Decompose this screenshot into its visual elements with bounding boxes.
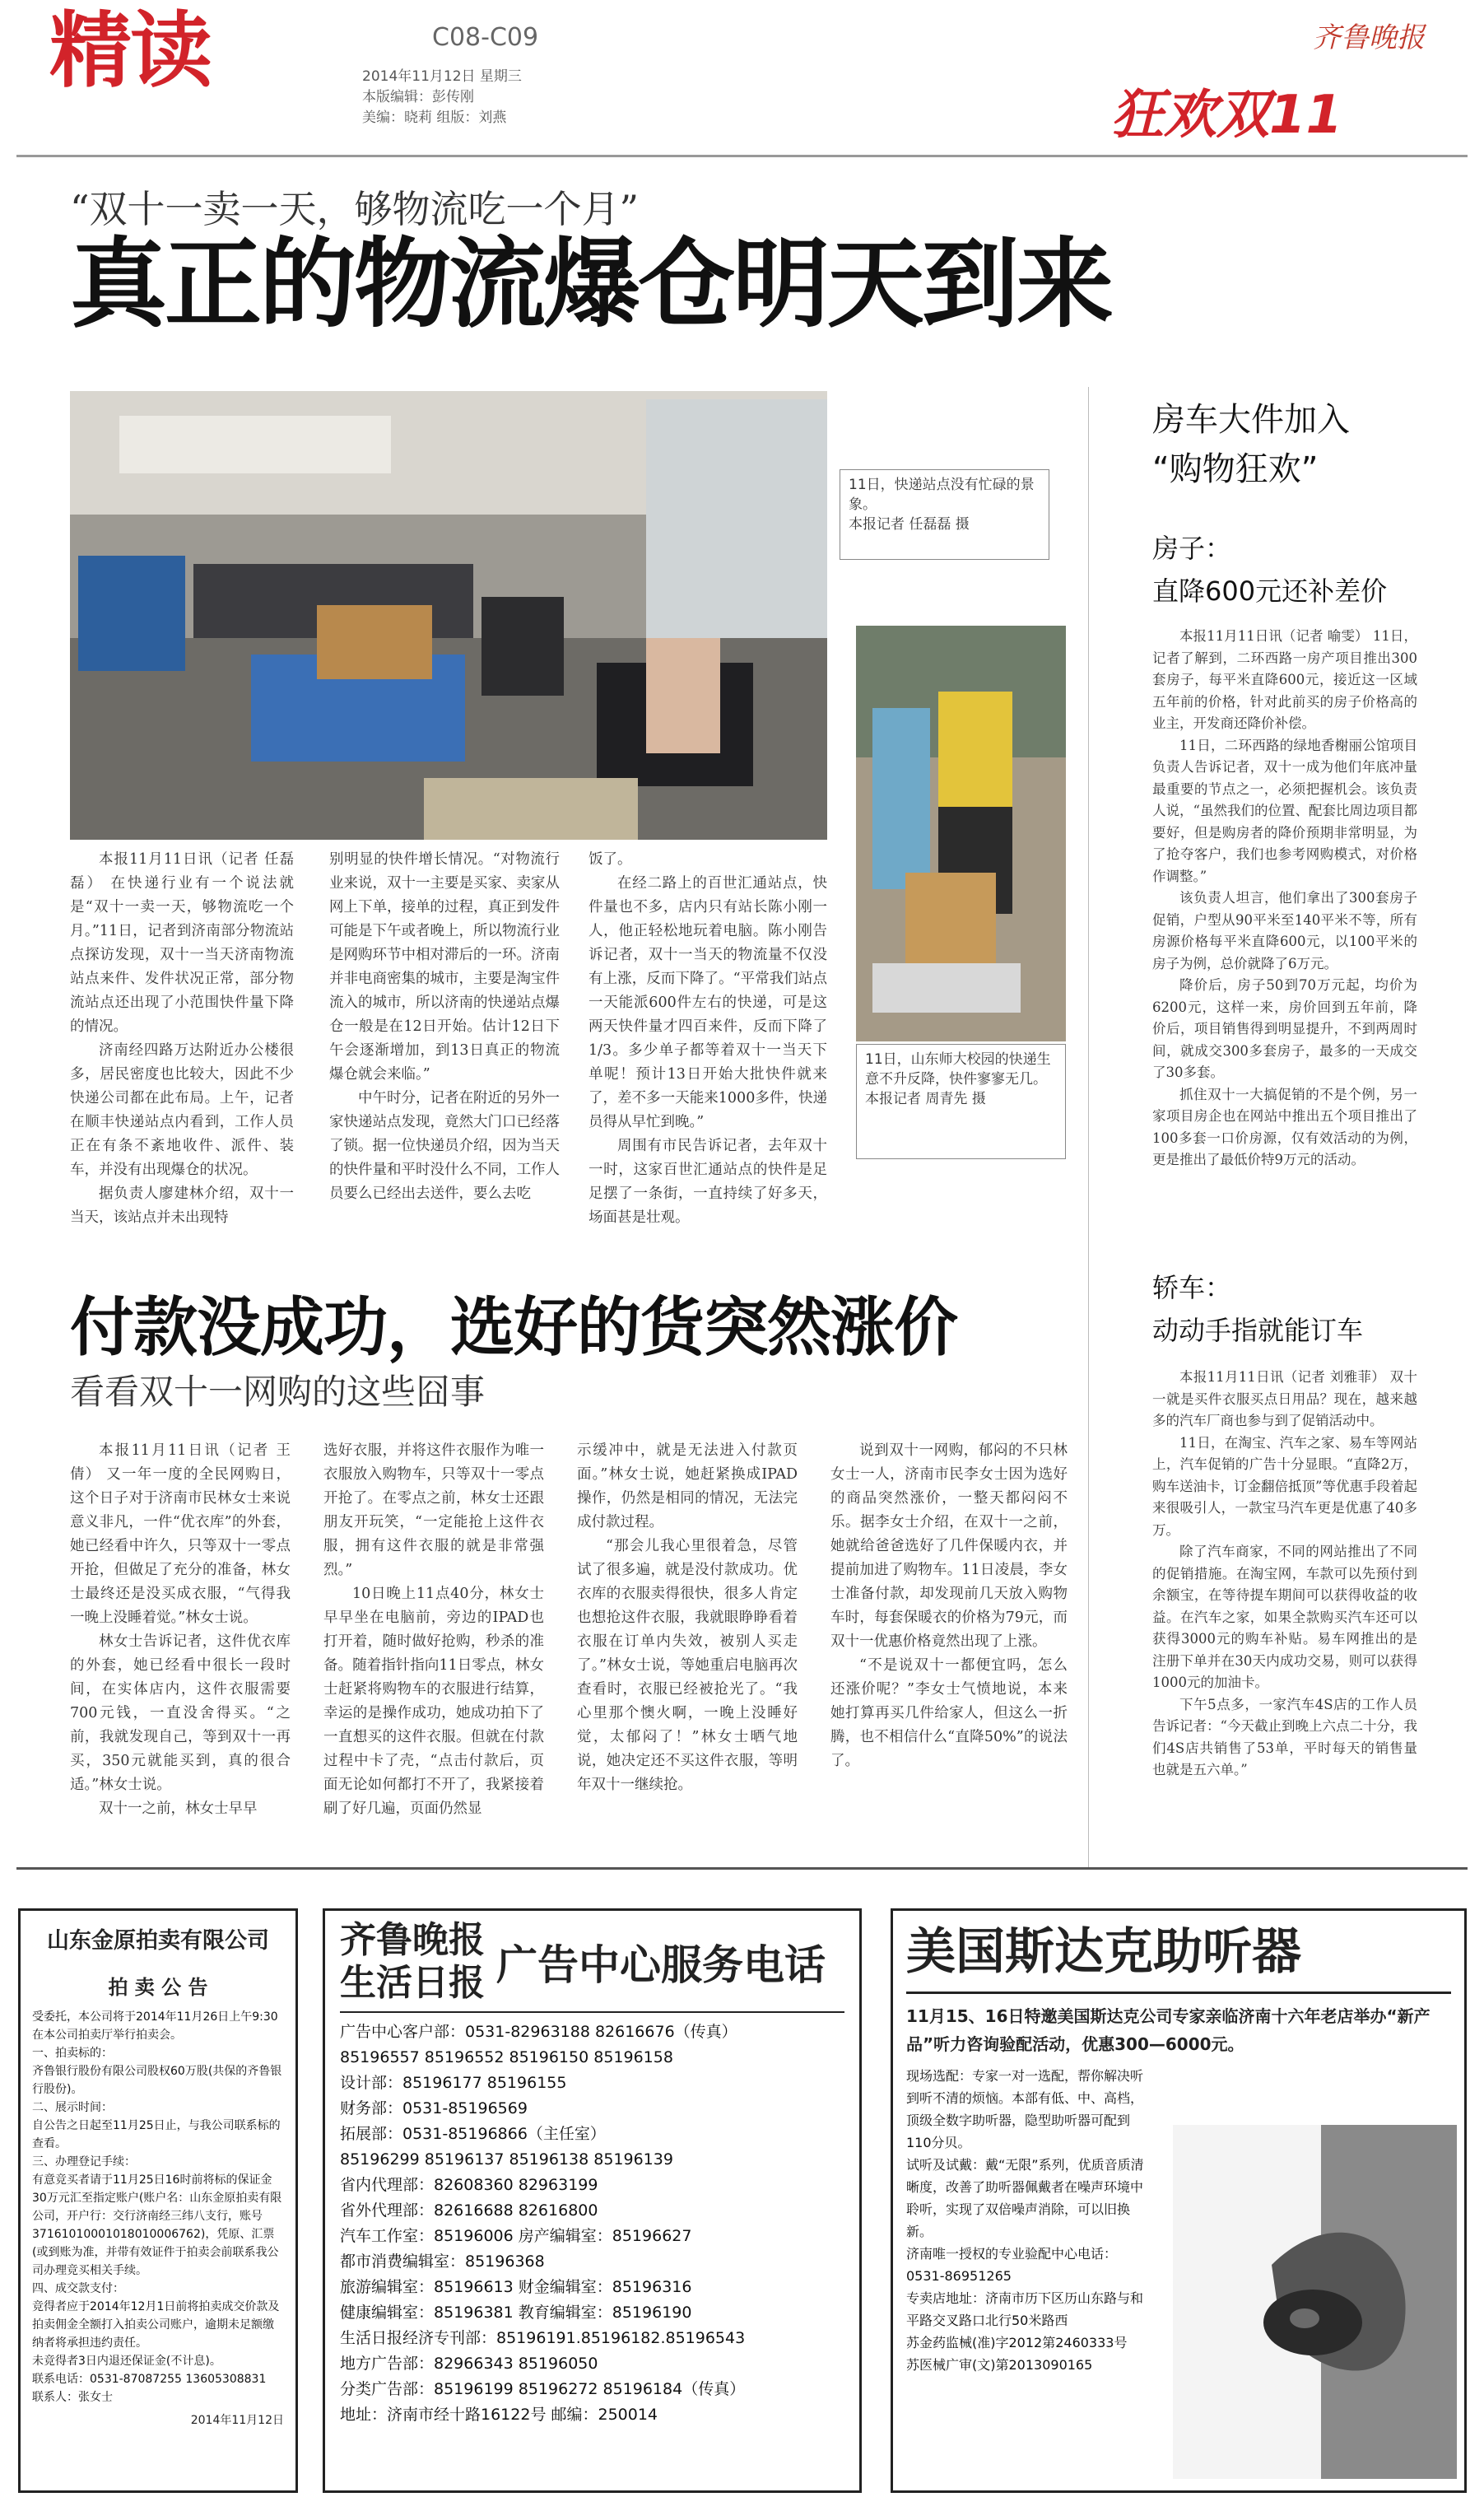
- hearing-line: 苏金药监械(准)字2012第2460333号: [906, 2335, 1128, 2350]
- auction-line: 齐鲁银行股份有限公司股权60万股(共保的齐鲁银行股份)。: [32, 2065, 282, 2096]
- newspaper-logo: 齐鲁晚报: [1313, 21, 1425, 54]
- phone-line: 汽车工作室：85196006 房产编辑室：85196627: [340, 2227, 692, 2245]
- auction-line: 受委托，本公司将于2014年11月26日上午9:30在本公司拍卖厅举行拍卖会。: [32, 2010, 278, 2042]
- auction-subtitle: 拍 卖 公 告: [108, 1976, 208, 1999]
- sidebar-para: 下午5点多，一家汽车4S店的工作人员告诉记者：“今天截止到晚上六点二十分，我们4S店共销售了53单，平时每天的销售量也就是五六单。”: [1152, 1696, 1417, 1777]
- story1-para: 周围有市民告诉记者，去年双十一时，这家百世汇通站点的快件是足足摆了一条街，一直持续了好多天，场面甚是壮观。: [588, 1138, 827, 1226]
- auction-line: 联系人：张女士: [32, 2391, 113, 2404]
- phone-line: 分类广告部：85196199 85196272 85196184（传真）: [340, 2380, 746, 2398]
- phone-line: 广告中心客户部：0531-82963188 82616676（传真）: [340, 2023, 737, 2041]
- ad-center-title: 广告中心服务电话: [496, 1941, 826, 1989]
- story1-para: 本报11月11日讯（记者 任磊磊） 在快递行业有一个说法就是“双十一卖一天，够物流吃一个月。”11日，记者到济南部分物流站点探访发现，双十一当天济南物流站点来件、发件状况正常，部分物流站点还出现了小范围快件量下降的情况。: [70, 851, 294, 1035]
- hearing-lead: 11月15、16日特邀美国斯达克公司专家亲临济南十六年老店举办“新产品”听力咨询验配活动，优惠300—6000元。: [906, 2006, 1431, 2054]
- sidebar-subhead-car: 轿车： 动动手指就能订车: [1152, 1272, 1364, 1346]
- auction-line: 竞得者应于2014年12月1日前将拍卖成交价款及拍卖佣金全额打入拍卖公司账户，逾期未足额缴纳者将承担违约责任。: [32, 2300, 280, 2350]
- ad-center-list: [340, 2020, 844, 2428]
- ad-center-box: [323, 1908, 862, 2493]
- auction-line: 自公告之日起至11月25日止，与我公司联系标的查看。: [32, 2119, 281, 2150]
- page-numbers: C08-C09: [432, 23, 539, 52]
- story1-para: 在经二路上的百世汇通站点，快件量也不多，店内只有站长陈小刚一人，他正轻松地玩着电脑。陈小刚告诉记者，双十一当天的物流量不仅没有上涨，反而下降了。“平常我们站点一天能派600件左右的快递，可是这两天快件量才四百来件，反而下降了1/3。多少单子都等着双十一当天下单呢！预计13日开始大批快件就来了，差不多一天能来1000多件，快递员得从早忙到晚。”: [588, 875, 827, 1130]
- phone-line: 85196299 85196137 85196138 85196139: [340, 2150, 673, 2169]
- story1-para: 济南经四路万达附近办公楼很多，居民密度也比较大，因此不少快递公司都在此布局。上午，记者在顺丰快递站点内看到，工作人员正在有条不紊地收件、派件、装车，并没有出现爆仓的状况。: [70, 1042, 294, 1178]
- story1-para: 饭了。: [588, 851, 632, 868]
- issue-date: 2014年11月12日 星期三: [362, 68, 522, 85]
- story2-para: 本报11月11日讯（记者 王倩） 又一年一度的全民网购日，这个日子对于济南市民林女士来说意义非凡，一件“优衣库”的外套，她已经看中许久，只等双十一零点开抢，但做足了充分的准备，林女士最终还是没买成衣服，“气得我一晚上没睡着觉。”林女士说。: [70, 1442, 291, 1626]
- hearing-body: [906, 2065, 1153, 2376]
- hearing-line: 苏医械广审(文)第2013090165: [906, 2357, 1093, 2373]
- phone-line: 85196557 85196552 85196150 85196158: [340, 2048, 673, 2066]
- phone-line: 都市消费编辑室：85196368: [340, 2252, 545, 2271]
- phone-line: 生活日报经济专刊部：85196191.85196182.85196543: [340, 2329, 746, 2347]
- story2-subhead: 看看双十一网购的这些囧事: [70, 1372, 486, 1412]
- hearing-line: 试听及试戴：戴“无限”系列，优质音质清晰度，改善了助听器佩戴者在噪声环境中聆听，实现了双倍噪声消除，可以旧换新。: [906, 2157, 1144, 2239]
- sidebar-para: 11日，二环西路的绿地香榭丽公馆项目负责人告诉记者，双十一成为他们年底冲量最重要的节点之一，必须把握机会。该负责人说，“虽然我们的位置、配套比周边项目都要好，但是购房者的降价预期非常明显，为了抢夺客户，我们也参考网购模式，对价格作调整。”: [1152, 737, 1417, 884]
- ad-center-paper1: 齐鲁晚报: [340, 1919, 485, 1961]
- masthead-rule: [16, 155, 1468, 157]
- phone-line: 地方广告部：82966343 85196050: [340, 2355, 598, 2373]
- photo2-caption: 11日，山东师大校园的快递生意不升反降，快件寥寥无几。 本报记者 周青先 摄: [856, 1044, 1066, 1159]
- ads-divider: [16, 1867, 1468, 1870]
- sidebar-para: 本报11月11日讯（记者 喻雯） 11日，记者了解到，二环西路一房产项目推出300套房子，每平米直降600元，接近这一区域五年前的价格，针对此前买的房子价格高的业主，开发商还降价补偿。: [1152, 628, 1417, 731]
- auction-line: 四、成交款支付：: [32, 2282, 124, 2295]
- auction-line: 一、拍卖标的：: [32, 2047, 113, 2060]
- story2-col4: [830, 1439, 1068, 1773]
- phone-line: 省内代理部：82608360 82963199: [340, 2176, 598, 2194]
- sidebar-para: 该负责人坦言，他们拿出了300套房子促销，户型从90平米至140平米不等，所有房源价格每平米直降600元，以100平米的房子为例，总价就降了6万元。: [1152, 890, 1417, 971]
- auction-line: 三、办理登记手续：: [32, 2155, 136, 2169]
- story1-kicker: “双十一卖一天，够物流吃一个月”: [70, 187, 640, 231]
- sidebar-para: 降价后，房子50到70万元起，均价为6200元，这样一来，房价回到五年前，降价后，项目销售得到明显提升，不到两周时间，就成交300多套房子，最多的一天成交了30多套。: [1152, 977, 1417, 1080]
- hearing-aid-ad: [891, 1908, 1467, 2493]
- phone-line: 财务部：0531-85196569: [340, 2099, 528, 2117]
- auction-title: 山东金原拍卖有限公司: [47, 1928, 269, 1954]
- sidebar-para: 除了汽车商家，不同的网站推出了不同的促销措施。在淘宝网，车款可以先预付到余额宝，在等待提车期间可以获得收益的收益。在汽车之家，如果全款购买汽车还可以获得3000元的购车补贴。易车网推出的是注册下单并在30天内成功交易，则可以获得1000元的加油卡。: [1152, 1544, 1417, 1690]
- hearing-line: 现场选配：专家一对一选配，帮你解决听到听不清的烦恼。本部有低、中、高档，顶级全数字助听器，隐型助听器可配到110分贝。: [906, 2068, 1144, 2150]
- story2-para: 选好衣服，并将这件衣服作为唯一衣服放入购物车，只等双十一零点开抢了。在零点之前，林女士还跟朋友开玩笑，“一定能抢上这件衣服，拥有这件衣服的就是非常强烈。”: [323, 1442, 544, 1578]
- story2-headline: 付款没成功，选好的货突然涨价: [70, 1291, 958, 1365]
- sidebar-divider: [1088, 387, 1089, 1869]
- story1-para: 据负责人廖建林介绍，双十一当天，该站点并未出现特: [70, 1186, 294, 1226]
- auction-line: 有意竞买者请于11月25日16时前将标的保证金30万元汇至指定账户(账户名：山东金原拍卖有限公司，开户行：交行济南经三纬八支行，账号37161010001018010006762)，凭原、汇票(或到账为准，并带有效证件于拍卖会前联系我公司办理竞买相关手续。: [32, 2173, 282, 2277]
- story2-para: 林女士告诉记者，这件优衣库的外套，她已经看中很长一段时间，在实体店内，这件衣服需要700元钱，一直没舍得买。“之前，我就发现自己，等到双十一再买，350元就能买到，真的很合适。”林女士说。: [70, 1633, 291, 1793]
- auction-line: 联系电话：0531-87087255 13605308831: [32, 2373, 267, 2386]
- page-design: 美编：晓莉 组版：刘燕: [362, 109, 507, 126]
- hearing-line: 专卖店地址：济南市历下区历山东路与和平路交叉路口北行50米路西: [906, 2290, 1144, 2328]
- story2-col1: [70, 1439, 291, 1821]
- phone-line: 省外代理部：82616688 82616800: [340, 2201, 598, 2220]
- section-title: 精读: [49, 2, 211, 99]
- story2-para: “不是说双十一都便宜吗，怎么还涨价呢？”李女士气愤地说，本来她打算再买几件给家人，但这么一折腾，也不相信什么“直降50%”的说法了。: [830, 1657, 1068, 1769]
- hearing-aid-image: [1173, 2125, 1457, 2479]
- sidebar-house-text: [1152, 626, 1417, 1172]
- sidebar-car-text: [1152, 1367, 1417, 1782]
- auction-date: 2014年11月12日: [190, 2414, 284, 2427]
- auction-line: 未竞得者3日内退还保证金(不计息)。: [32, 2355, 221, 2368]
- sidebar-subhead-house: 房子： 直降600元还补差价: [1152, 533, 1388, 607]
- story1-para: 别明显的快件增长情况。“对物流行业来说，双十一主要是买家、卖家从网上下单，接单的过程，真正到发件可能是下午或者晚上，所以物流行业是网购环节中相对滞后的一环。济南并非电商密集的城市，主要是淘宝件流入的城市，所以济南的快递站点爆仓一般是在12日开始。估计12日下午会逐渐增加，到13日真正的物流爆仓就会来临。”: [329, 851, 560, 1083]
- phone-line: 旅游编辑室：85196613 财金编辑室：85196316: [340, 2278, 692, 2296]
- story2-para: 说到双十一网购，郁闷的不只林女士一人，济南市民李女士因为选好的商品突然涨价，一整天都闷闷不乐。据李女士介绍，在双十一之前，她就给爸爸选好了几件保暖内衣，并提前加进了购物车。11日凌晨，李女士准备付款，却发现前几天放入购物车时，每套保暖衣的价格为79元，而双十一优惠价格竟然出现了上涨。: [830, 1442, 1068, 1650]
- story1-headline: 真正的物流爆仓明天到来: [70, 227, 1112, 341]
- story1-col3: [588, 848, 827, 1230]
- sidebar-para: 抓住双十一大搞促销的不是个例，另一家项目房企也在网站中推出五个项目推出了100多套一口价房源，仅有效活动的为例，更是推出了最低价特9万元的活动。: [1152, 1086, 1417, 1167]
- page-editor: 本版编辑：彭传刚: [362, 89, 474, 105]
- auction-line: 二、展示时间：: [32, 2101, 113, 2114]
- story2-col2: [323, 1439, 544, 1821]
- phone-line: 地址：济南市经十路16122号 邮编：250014: [340, 2406, 658, 2424]
- promo-banner: 狂欢双11: [1111, 85, 1343, 146]
- photo1-caption: 11日，快递站点没有忙碌的景象。 本报记者 任磊磊 摄: [840, 469, 1049, 560]
- story1-col1: [70, 848, 294, 1230]
- sidebar-para: 11日，在淘宝、汽车之家、易车等网站上，汽车促销的广告十分显眼。“直降2万，购车送油卡，订金翻倍抵顶”等优惠手段着起来很吸引人，一款宝马汽车更是优惠了40多万。: [1152, 1434, 1417, 1538]
- auction-ad: [18, 1908, 298, 2493]
- hearing-title: 美国斯达克助听器: [906, 1919, 1451, 1994]
- ad-center-paper2: 生活日报: [340, 1962, 485, 2004]
- story2-para: 10日晚上11点40分，林女士早早坐在电脑前，旁边的IPAD也打开着，随时做好抢购，秒杀的准备。随着指针指向11日零点，林女士赶紧将购物车的衣服进行结算，幸运的是操作成功，她成功拍下了一直想买的这件衣服。但就在付款过程中卡了壳，“点击付款后，页面无论如何都打不开了，我紧接着刷了好几遍，页面仍然显: [323, 1586, 544, 1817]
- phone-line: 拓展部：0531-85196866（主任室）: [340, 2125, 606, 2143]
- phone-line: 设计部：85196177 85196155: [340, 2074, 567, 2092]
- sidebar-headline: 房车大件加入 “购物狂欢”: [1152, 401, 1350, 488]
- story2-para: 示缓冲中，就是无法进入付款页面。”林女士说，她赶紧换成IPAD操作，仍然是相同的情况，无法完成付款过程。: [577, 1442, 798, 1530]
- warehouse-photo: [70, 391, 827, 840]
- story1-col2: [329, 848, 560, 1206]
- story2-col3: [577, 1439, 798, 1797]
- sidebar-para: 本报11月11日讯（记者 刘雅菲） 双十一就是买件衣服买点日用品？现在，越来越多的汽车厂商也参与到了促销活动中。: [1152, 1369, 1417, 1428]
- campus-photo: [856, 626, 1066, 1041]
- story2-para: 双十一之前，林女士早早: [99, 1801, 258, 1817]
- auction-body: [32, 2008, 284, 2406]
- hearing-line: 济南唯一授权的专业验配中心电话：0531-86951265: [906, 2246, 1118, 2284]
- phone-line: 健康编辑室：85196381 教育编辑室：85196190: [340, 2304, 692, 2322]
- story1-para: 中午时分，记者在附近的另外一家快递站点发现，竟然大门口已经落了锁。据一位快递员介绍，因为当天的快件量和平时没什么不同，工作人员要么已经出去送件，要么去吃: [329, 1090, 560, 1202]
- story2-para: “那会儿我心里很着急，尽管试了很多遍，就是没付款成功。优衣库的衣服卖得很快，很多人肯定也想抢这件衣服，我就眼睁睁看着衣服在订单内失效，被别人买走了。”林女士说，等她重启电脑再次查看时，衣服已经被抢光了。“我心里那个懊火啊，一晚上没睡好觉，太郁闷了！”林女士晒气地说，她决定还不买这件衣服，等明年双十一继续抢。: [577, 1538, 798, 1793]
